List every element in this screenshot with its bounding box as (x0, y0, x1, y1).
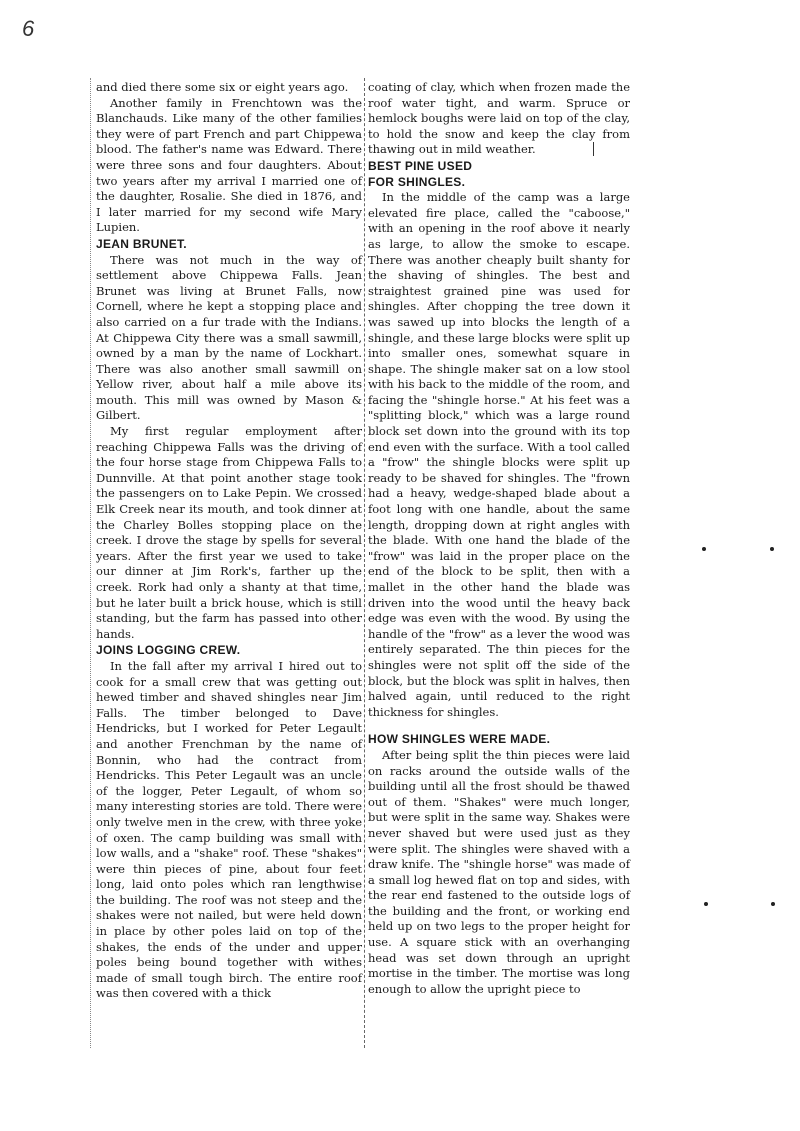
paragraph: There was not much in the way of settlement above Chippewa Falls. Jean Brunet was living at Brunet Falls, now Cornell, where he kept a stopping place and also carried on a fur trade with the Indians. At Chippewa City there was a small sawmill, owned by a man by the name of Lockhart. There was also another small sawmill on Yellow river, about half a mile above its mouth. This mill was owned by Mason & Gilbert. (96, 252, 362, 423)
page-number: 6 (22, 16, 35, 41)
paragraph: and died there some six or eight years ago. (96, 80, 349, 94)
scan-speck (704, 902, 708, 906)
section-heading: BEST PINE USED (368, 158, 473, 173)
column-divider (364, 78, 365, 1048)
section-heading: JOINS LOGGING CREW. (96, 643, 241, 658)
paragraph: Another family in Frenchtown was the Blanchauds. Like many of the other families they were of part French and part Chippewa blood. The father's name was Edward. There were three sons and four daughters. About two years after my arrival I married one of the daughter, Rosalie. She died in 1876, and I later married for my second wife Mary Lupien. (96, 95, 362, 235)
left-column-rule (90, 78, 91, 1048)
paragraph: In the fall after my arrival I hired out to cook for a small crew that was getting out hewed timber and shaved shingles near Jim Falls. The timber belonged to Dave Hendricks, but I worked for Peter Legault and another Frenchman by the name of Bonnin, who had the contract from Hendricks. This Peter Legault was an uncle of the logger, Peter Legault, of whom so many interesting stories are told. There were only twelve men in the crew, with three yoke of oxen. The camp building was small with low walls, and a "shake" roof. These "shakes" were thin pieces of pine, about four feet long, laid onto poles which ran lengthwise the building. The roof was not steep and the shakes were not nailed, but were held down in place by other poles laid on top of the shakes, the ends of the under and upper poles being bound together with withes made of small tough birch. The entire roof was then covered with a thick (96, 658, 362, 1001)
right-column (368, 80, 630, 997)
section-heading: JEAN BRUNET. (96, 236, 187, 251)
scan-speck (770, 547, 774, 551)
paragraph: coating of clay, which when frozen made the roof water tight, and warm. Spruce or hemlock boughs were laid on top of the clay, to hold the snow and keep the clay from thawing out in mild weather. (368, 80, 630, 157)
section-heading: HOW SHINGLES WERE MADE. (368, 732, 551, 747)
scan-speck (702, 547, 706, 551)
paragraph: After being split the thin pieces were laid on racks around the outside walls of the building until all the frost should be thawed out of them. "Shakes" were much longer, but were split in the same way. Shakes were never shaved but were used just as they were split. The shingles were shaved with a draw knife. The "shingle horse" was made of a small log hewed flat on top and sides, with the rear end fastened to the outside logs of the building and the front, or working end held up on two legs to the proper height for use. A square stick with an overhanging head was set down through an upright mortise in the timber. The mortise was long enough to allow the upright piece to (368, 747, 630, 996)
left-column (96, 80, 362, 1002)
scan-speck (771, 902, 775, 906)
paragraph: In the middle of the camp was a large elevated fire place, called the "caboose," with an opening in the roof above it nearly as large, to allow the smoke to escape. There was another cheaply built shanty for the shaving of shingles. The best and straightest grained pine was used for shingles. After chopping the tree down it was sawed up into blocks the length of a shingle, and these large blocks were split up into smaller ones, somewhat square in shape. The shingle maker sat on a low stool with his back to the middle of the room, and facing the "shingle horse." At his feet was a "splitting block," which was a large round block set down into the ground with its top end even with the surface. With a tool called a "frow" the shingle blocks were split up ready to be shaved for shingles. The "frown had a heavy, wedge-shaped blade about a foot long with one handle, about the same length, dropping down at right angles with the blade. With one hand the blade of the "frow" was laid in the proper place on the end of the block to be split, then with a mallet in the other hand the blade was driven into the wood until the heavy back edge was even with the wood. By using the handle of the "frow" as a lever the wood was entirely separated. The thin pieces for the shingles were not split off the side of the block, but the block was split in halves, then halved again, until reduced to the right thickness for shingles. (368, 190, 630, 719)
paragraph: My first regular employment after reaching Chippewa Falls was the driving of the four horse stage from Chippewa Falls to Dunnville. At that point another stage took the passengers on to Lake Pepin. We crossed Elk Creek near its mouth, and took dinner at the Charley Bolles stopping place on the creek. I drove the stage by spells for several years. After the first year we used to take our dinner at Jim Rork's, farther up the creek. Rork had only a shanty at that time, but he later built a brick house, which is still standing, but the farm has passed into other hands. (96, 424, 362, 641)
section-heading: FOR SHINGLES. (368, 174, 466, 189)
